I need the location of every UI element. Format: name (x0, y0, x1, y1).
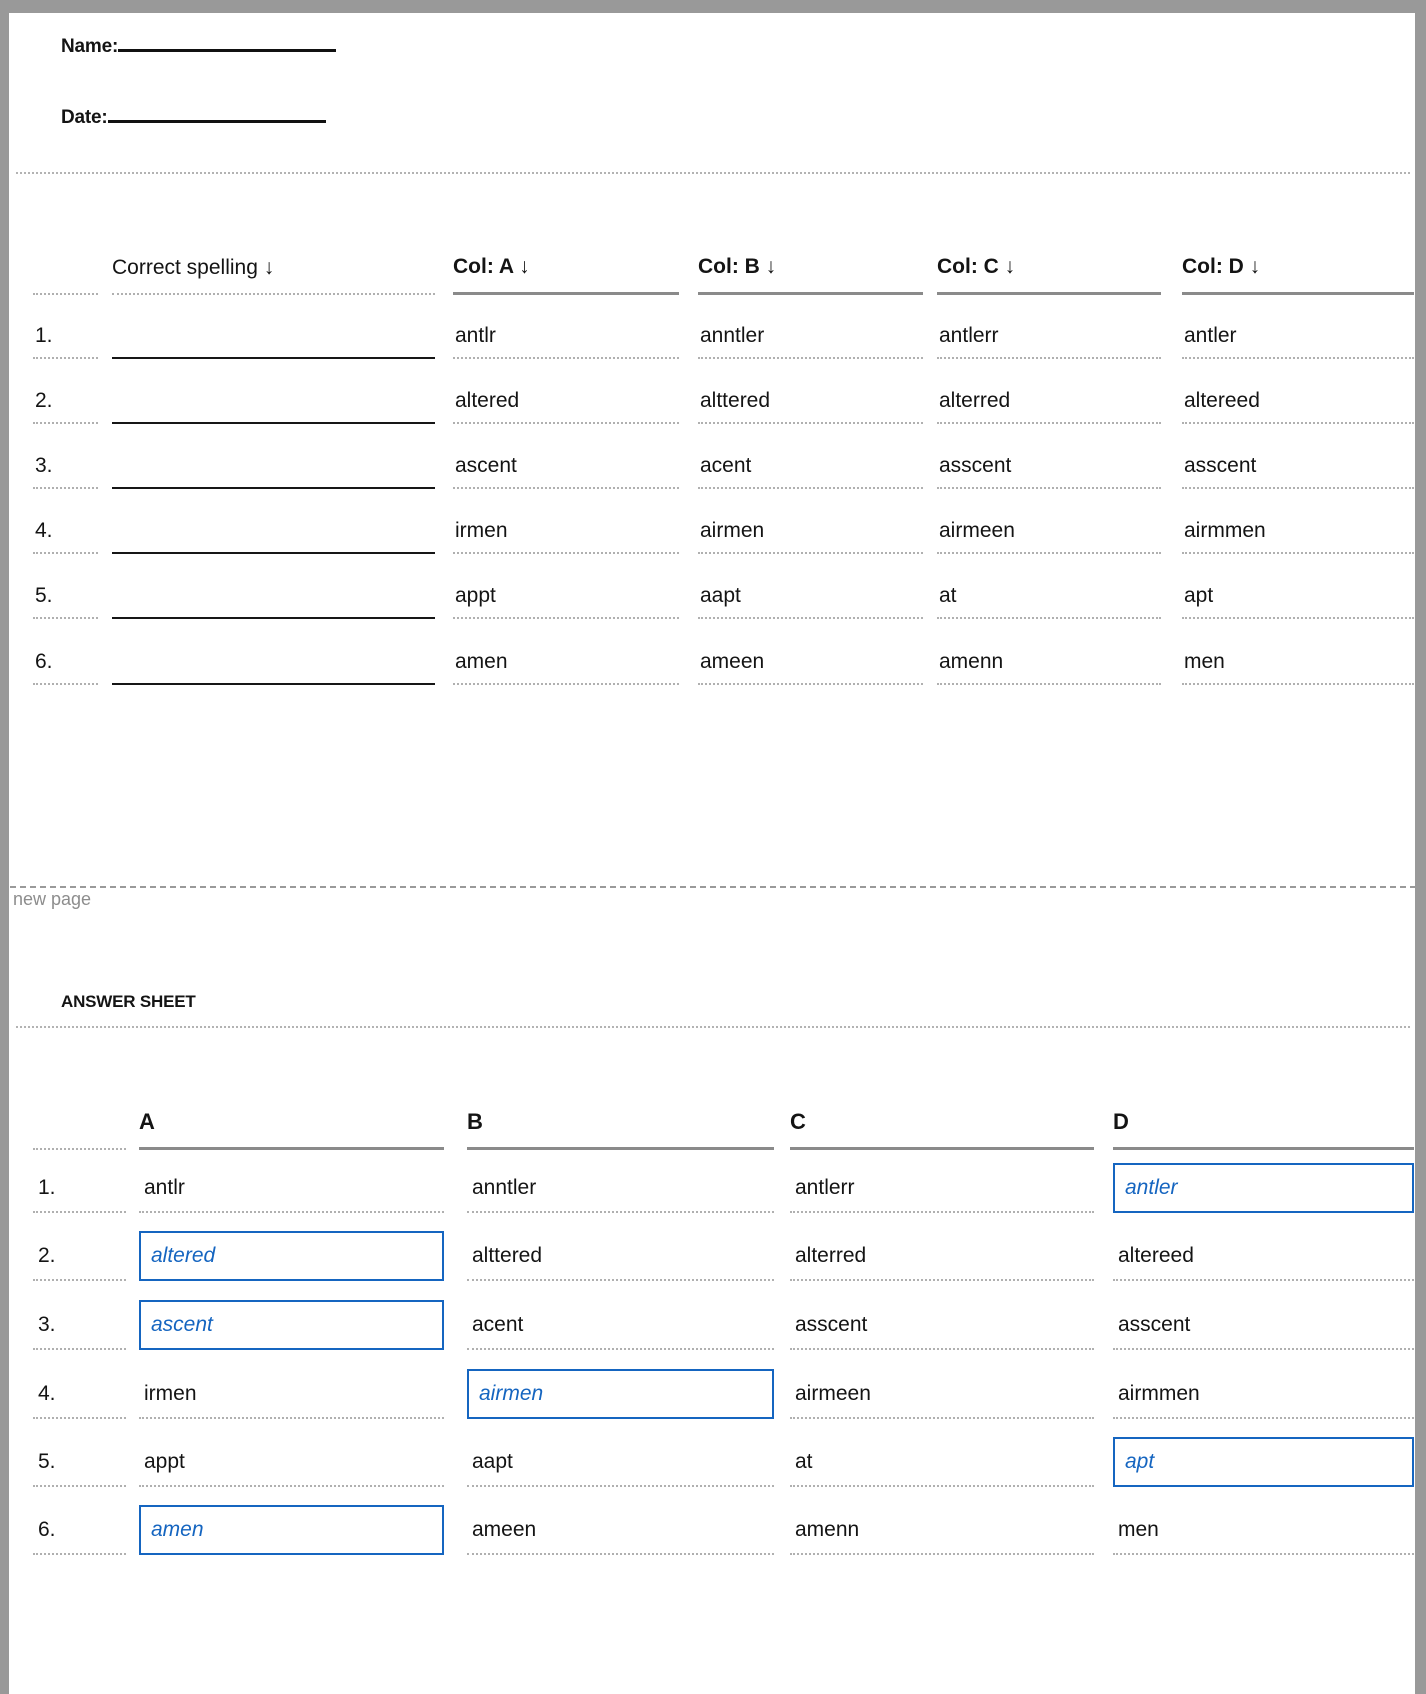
answer-header-number-spacer (33, 1109, 126, 1150)
word-option-b: alttered (467, 1213, 774, 1281)
correct-spelling-blank[interactable] (112, 424, 435, 489)
quiz-header-col-b: Col: B ↓ (698, 254, 923, 295)
word-option-b: aapt (698, 554, 923, 619)
row-number: 2. (33, 359, 98, 424)
word-option-c: antlerr (790, 1150, 1094, 1213)
word-option-c: asscent (937, 424, 1161, 489)
correct-answer-box: amen (139, 1505, 444, 1555)
correct-spelling-blank[interactable] (112, 489, 435, 554)
correct-answer-box: altered (139, 1231, 444, 1281)
answer-table-header (33, 1109, 1415, 1150)
answer-row (33, 1487, 1415, 1555)
answer-row (33, 1281, 1415, 1350)
word-option-b: ameen (698, 619, 923, 685)
answer-row (33, 1350, 1415, 1419)
word-option-a: amen (453, 619, 679, 685)
word-option-c: antlerr (937, 295, 1161, 359)
row-number: 6. (33, 1487, 126, 1555)
word-option-a: irmen (453, 489, 679, 554)
row-number: 5. (33, 1419, 126, 1487)
quiz-table-header (33, 254, 1415, 295)
quiz-header-col-c: Col: C ↓ (937, 254, 1161, 295)
quiz-header-col-d: Col: D ↓ (1182, 254, 1414, 295)
word-option-b: aapt (467, 1419, 774, 1487)
word-option-b: airmen (698, 489, 923, 554)
word-option-c: at (937, 554, 1161, 619)
word-option-c: amenn (937, 619, 1161, 685)
answer-header-col-c: C (790, 1109, 1094, 1150)
word-option-a (139, 1487, 444, 1555)
word-option-c: alterred (937, 359, 1161, 424)
word-option-c: asscent (790, 1281, 1094, 1350)
row-number: 3. (33, 1281, 126, 1350)
date-blank-line[interactable] (108, 102, 326, 123)
answer-row (33, 1213, 1415, 1281)
quiz-row (33, 619, 1415, 685)
name-blank-line[interactable] (118, 31, 336, 52)
quiz-row (33, 424, 1415, 489)
correct-answer-box: airmen (467, 1369, 774, 1419)
row-number: 2. (33, 1213, 126, 1281)
word-option-a: antlr (139, 1150, 444, 1213)
correct-answer-box: ascent (139, 1300, 444, 1350)
word-option-b (467, 1350, 774, 1419)
word-option-a (139, 1213, 444, 1281)
word-option-c: at (790, 1419, 1094, 1487)
word-option-b: alttered (698, 359, 923, 424)
word-option-c: amenn (790, 1487, 1094, 1555)
page-break-label: new page (13, 889, 92, 909)
word-option-d: altereed (1182, 359, 1414, 424)
quiz-row (33, 359, 1415, 424)
name-field-row (61, 13, 1415, 58)
word-option-d: antler (1182, 295, 1414, 359)
row-number: 4. (33, 1350, 126, 1419)
correct-answer-box: antler (1113, 1163, 1414, 1213)
word-option-d: apt (1182, 554, 1414, 619)
answer-header-col-b: B (467, 1109, 774, 1150)
correct-spelling-blank[interactable] (112, 619, 435, 685)
word-option-a: irmen (139, 1350, 444, 1419)
correct-answer-box: apt (1113, 1437, 1414, 1487)
word-option-a: antlr (453, 295, 679, 359)
row-number: 5. (33, 554, 98, 619)
row-number: 1. (33, 295, 98, 359)
word-option-a: appt (453, 554, 679, 619)
quiz-header-number-spacer (33, 254, 98, 295)
word-option-a: altered (453, 359, 679, 424)
word-option-b: acent (467, 1281, 774, 1350)
row-number: 4. (33, 489, 98, 554)
word-option-a: ascent (453, 424, 679, 489)
answer-row (33, 1150, 1415, 1213)
date-field-row (61, 102, 1415, 129)
word-option-d: men (1113, 1487, 1414, 1555)
answer-row (33, 1419, 1415, 1487)
worksheet-page (9, 13, 1415, 1555)
answer-sheet-title: ANSWER SHEET (61, 992, 196, 1011)
word-option-a (139, 1281, 444, 1350)
word-option-d: altereed (1113, 1213, 1414, 1281)
row-number: 1. (33, 1150, 126, 1213)
word-option-d (1113, 1150, 1414, 1213)
word-option-b: anntler (467, 1150, 774, 1213)
word-option-c: alterred (790, 1213, 1094, 1281)
quiz-header-correct-spelling: Correct spelling ↓ (112, 254, 435, 295)
correct-spelling-blank[interactable] (112, 295, 435, 359)
word-option-d: asscent (1113, 1281, 1414, 1350)
word-option-c: airmeen (790, 1350, 1094, 1419)
word-option-b: acent (698, 424, 923, 489)
correct-spelling-blank[interactable] (112, 359, 435, 424)
word-option-d: airmmen (1182, 489, 1414, 554)
date-label: Date: (61, 107, 108, 128)
quiz-header-col-a: Col: A ↓ (453, 254, 679, 295)
word-option-a: appt (139, 1419, 444, 1487)
word-option-b: ameen (467, 1487, 774, 1555)
answer-header-col-d: D (1113, 1109, 1414, 1150)
word-option-d: asscent (1182, 424, 1414, 489)
word-option-c: airmeen (937, 489, 1161, 554)
row-number: 6. (33, 619, 98, 685)
correct-spelling-blank[interactable] (112, 554, 435, 619)
section-divider-dotted (16, 1026, 1410, 1028)
quiz-row (33, 489, 1415, 554)
answer-header-col-a: A (139, 1109, 444, 1150)
name-label: Name: (61, 36, 119, 57)
word-option-d: airmmen (1113, 1350, 1414, 1419)
quiz-row (33, 554, 1415, 619)
section-divider-dotted (16, 172, 1410, 174)
word-option-d (1113, 1419, 1414, 1487)
word-option-b: anntler (698, 295, 923, 359)
quiz-row (33, 295, 1415, 359)
word-option-d: men (1182, 619, 1414, 685)
row-number: 3. (33, 424, 98, 489)
